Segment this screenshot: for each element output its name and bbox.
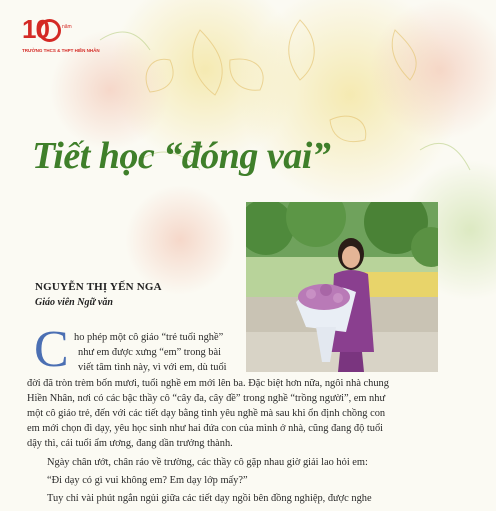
paragraph-line: một cô giáo trẻ, đến với các tiết dạy bằng tình yêu nghề mà sau khi ổn định chồng con (27, 408, 386, 419)
teacher-with-flowers-photo (246, 202, 438, 372)
author-name: NGUYỄN THỊ YẾN NGA (35, 281, 162, 293)
paragraph-line: dậy thì, cái tuổi ẩm ương, đang dần trưởng thành. (27, 438, 233, 449)
paragraph-line: viết tâm tình này, vì với em, dù tuổi (78, 362, 227, 373)
paragraph-line: Ngày chân ướt, chân ráo về trường, các thầy cô gặp nhau giờ giải lao hỏi em: (47, 457, 368, 468)
author-role: Giáo viên Ngữ văn (35, 297, 113, 308)
paragraph-line: Tuy chỉ vài phút ngắn ngủi giữa các tiết dạy ngồi bên đồng nghiệp, được nghe (47, 493, 372, 504)
article-title: Tiết học “đóng vai” (32, 135, 331, 177)
logo-subtext: năm (62, 24, 72, 30)
school-anniversary-logo (22, 14, 100, 64)
paragraph-line: em mới chọn đi dạy, yêu học sinh như hai đứa con của mình ở nhà, cũng đang độ tuổi (27, 423, 384, 434)
paragraph-line: ho phép một cô giáo “trẻ tuổi nghề” (74, 332, 224, 343)
logo-ring-icon (38, 19, 61, 42)
dropcap-letter: C (34, 321, 69, 378)
paragraph-line: “Đi dạy có gì vui không em? Em dạy lớp mấy?” (47, 475, 248, 486)
logo-school-name: TRƯỜNG THCS & THPT HIỀN NHÂN (22, 48, 100, 53)
paragraph-line: đời đã tròn trèm bốn mươi, tuổi nghề em mới lên ba. Đặc biệt hơn nữa, ngôi nhà chung (27, 378, 389, 389)
paragraph-line: Hiền Nhân, nơi có các bậc thầy cô “cây đa, cây đề” trong nghề “trồng người”, em như (27, 393, 386, 404)
paragraph-line: như em được xưng “em” trong bài (78, 347, 221, 358)
logo-number: 10 (22, 14, 49, 44)
